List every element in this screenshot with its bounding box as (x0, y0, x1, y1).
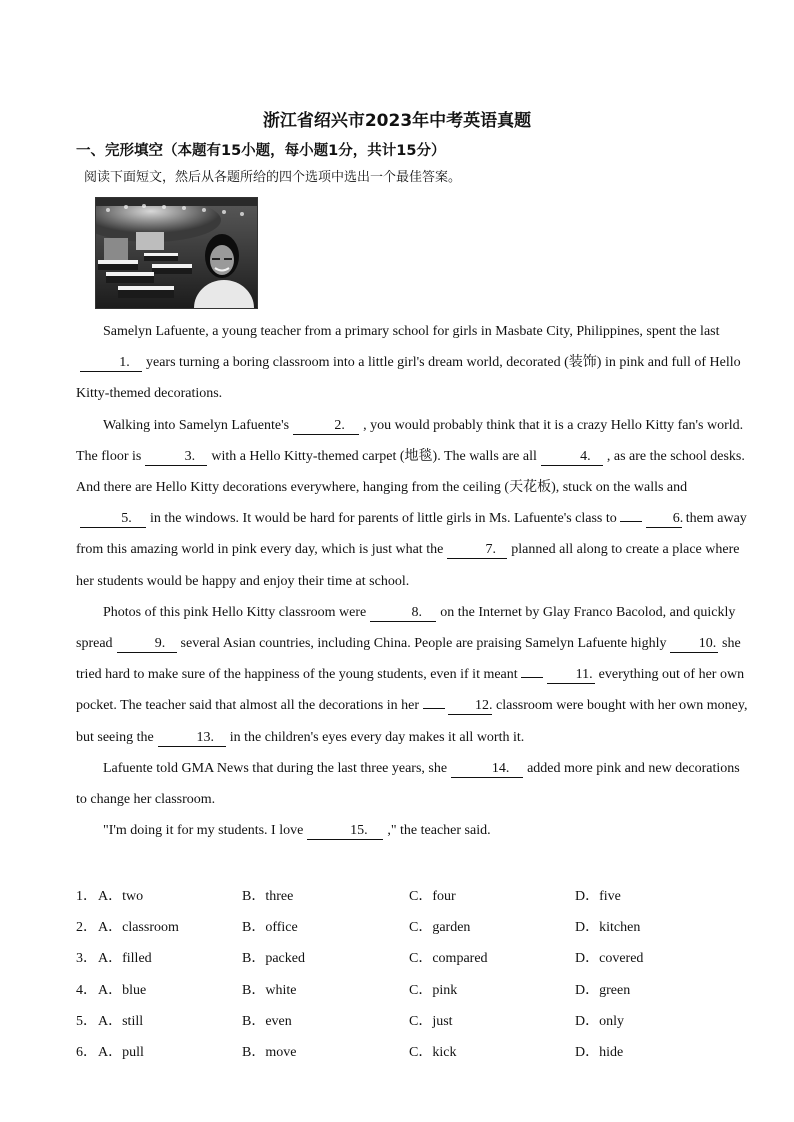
option-c[interactable]: C．four (409, 889, 456, 904)
option-b[interactable]: B．office (242, 920, 298, 936)
question-row (76, 910, 748, 941)
section-heading: 一、完形填空（本题有15小题，每小题1分，共计15分） (76, 143, 446, 159)
blank-9[interactable]: 9. (117, 636, 177, 653)
option-b[interactable]: B．move (242, 1044, 297, 1060)
option-d[interactable]: D．kitchen (575, 920, 641, 936)
question-number: 2． (76, 920, 97, 936)
option-d[interactable]: D．five (575, 889, 621, 904)
option-a[interactable]: A．classroom (98, 920, 179, 936)
instruction-text: 阅读下面短文，然后从各题所给的四个选项中选出一个最佳答案。 (84, 170, 462, 185)
option-c[interactable]: C．garden (409, 920, 471, 936)
passage-paragraph-3: Photos of this pink Hello Kitty classroom were 8. on the Internet by Glay Franco Bacolod, and quickly spread 9. several Asian countries, including China. People are praising Samelyn Lafuente highly 10. she tried hard to make sure of the happiness of the young students, even if it meant 11. everything out of her own pocket. The teacher said that almost all the decorations in her 12. classroom were bought with her own money, but seeing the 13. in the children's eyes every day makes it all worth it. (76, 604, 748, 745)
blank-7[interactable]: 7. (447, 542, 507, 559)
blank-11[interactable]: 11. (547, 667, 595, 684)
question-row (76, 973, 748, 1004)
blank-10[interactable]: 10. (670, 636, 718, 653)
question-row (76, 941, 748, 972)
blank-6[interactable]: 6. (646, 511, 682, 528)
question-number: 3． (76, 951, 97, 967)
option-a[interactable]: A．pull (98, 1044, 144, 1060)
passage-paragraph-4: Lafuente told GMA News that during the last three years, she 14. added more pink and new decorations to change her classroom. (76, 760, 740, 808)
option-d[interactable]: D．green (575, 982, 631, 998)
option-b[interactable]: B．even (242, 1013, 292, 1029)
question-number: 4． (76, 982, 97, 998)
passage-paragraph-1: Samelyn Lafuente, a young teacher from a primary school for girls in Masbate City, Philippines, spent the last1. years turning a boring classroom into a little girl's dream world, decorated (装饰) in pink and full of Hello Kitty-themed decorations. (76, 324, 741, 402)
question-options (76, 879, 748, 1066)
option-a[interactable]: A．two (98, 889, 144, 904)
passage-paragraph-5: "I'm doing it for my students. I love 15. ," the teacher said. (103, 823, 491, 839)
option-c[interactable]: C．compared (409, 951, 488, 967)
option-b[interactable]: B．three (242, 889, 294, 904)
classroom-photo-icon (96, 198, 257, 308)
option-d[interactable]: D．hide (575, 1044, 624, 1060)
blank-3[interactable]: 3. (145, 449, 207, 466)
option-d[interactable]: D．only (575, 1013, 624, 1029)
question-row (76, 1035, 748, 1066)
blank-15[interactable]: 15. (307, 823, 383, 840)
blank-5[interactable]: 5. (80, 511, 146, 528)
question-number: 6． (76, 1044, 97, 1060)
blank-6-lead (620, 507, 642, 522)
blank-13[interactable]: 13. (158, 730, 226, 747)
blank-11-lead (521, 663, 543, 678)
question-number: 1． (76, 889, 97, 904)
option-c[interactable]: C．just (409, 1013, 453, 1029)
passage-paragraph-2: Walking into Samelyn Lafuente's 2. , you would probably think that it is a crazy Hello Kitty fan's world. The floor is 3. with a Hello Kitty-themed carpet (地毯). The walls are all 4. , as are the school desks. And there are Hello Kitty decorations everywhere, hanging from the ceiling (天花板), stuck on the walls and5. in the windows. It would be hard for parents of little girls in Ms. Lafuente's class to 6. them away from this amazing world in pink every day, which is just what the 7. planned all along to create a place where her students would be happy and enjoy their time at school. (76, 417, 747, 589)
question-number: 5． (76, 1013, 97, 1029)
option-b[interactable]: B．white (242, 982, 297, 998)
option-c[interactable]: C．kick (409, 1044, 457, 1060)
blank-14[interactable]: 14. (451, 761, 523, 778)
blank-4[interactable]: 4. (541, 449, 603, 466)
option-d[interactable]: D．covered (575, 951, 644, 967)
option-a[interactable]: A．still (98, 1013, 144, 1029)
option-c[interactable]: C．pink (409, 982, 458, 998)
blank-8[interactable]: 8. (370, 605, 436, 622)
blank-2[interactable]: 2. (293, 418, 359, 435)
page-title: 浙江省绍兴市2023年中考英语真题 (262, 111, 532, 131)
blank-1[interactable]: 1. (80, 355, 142, 372)
question-row (76, 879, 748, 910)
blank-12-lead (423, 694, 445, 709)
classroom-photo (95, 197, 258, 309)
option-a[interactable]: A．filled (98, 951, 152, 967)
blank-12[interactable]: 12. (448, 698, 492, 715)
option-a[interactable]: A．blue (98, 982, 147, 998)
passage (76, 316, 748, 846)
option-b[interactable]: B．packed (242, 951, 305, 967)
question-row (76, 1004, 748, 1035)
